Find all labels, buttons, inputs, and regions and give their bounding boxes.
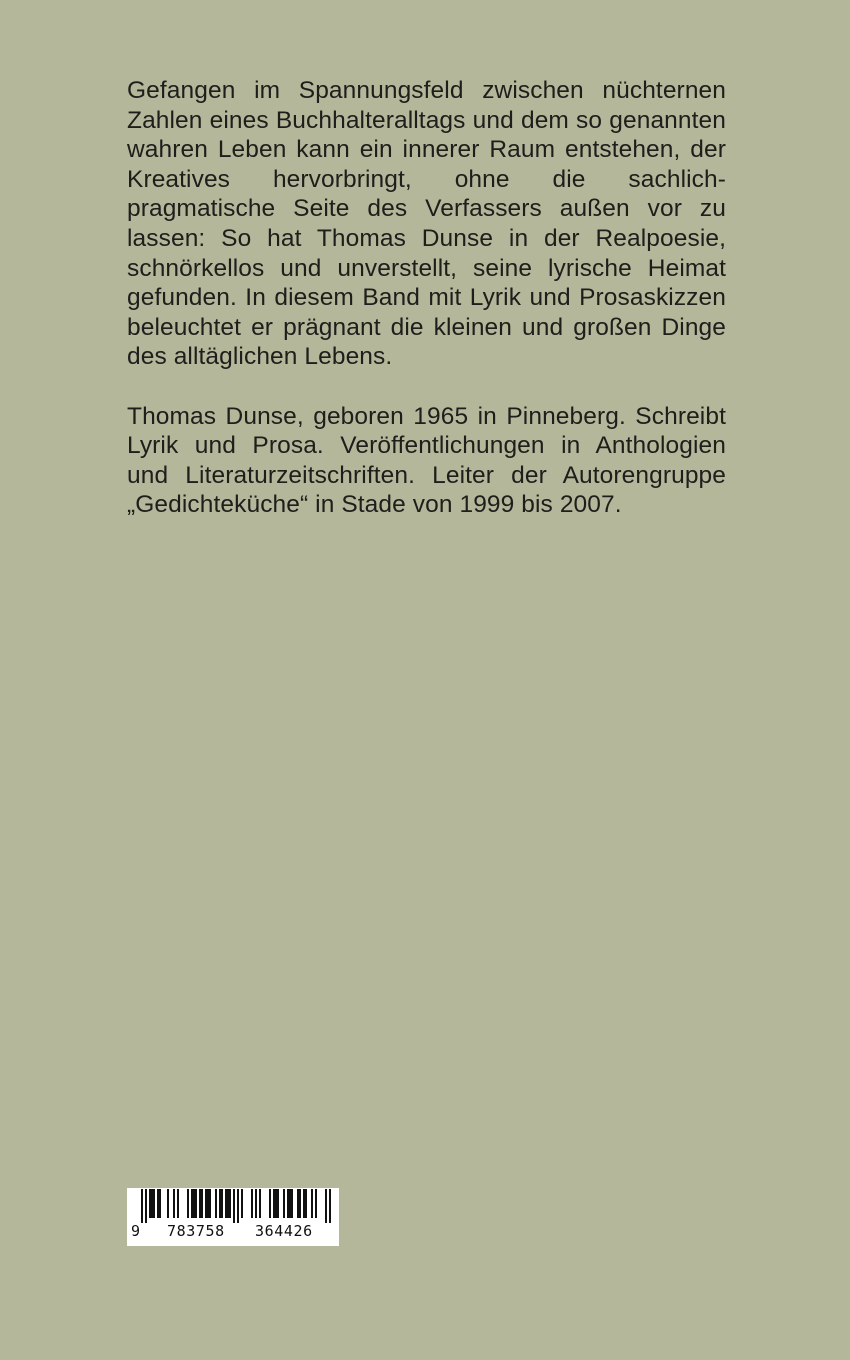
- barcode-bar: [157, 1189, 159, 1218]
- barcode-bar: [287, 1189, 289, 1218]
- barcode-bar: [167, 1189, 169, 1218]
- barcode-bar: [237, 1189, 239, 1223]
- barcode-bar: [177, 1189, 179, 1218]
- barcode-bar: [159, 1189, 161, 1218]
- barcode-bar: [269, 1189, 271, 1218]
- barcode-bar: [251, 1189, 253, 1218]
- barcode-bar: [201, 1189, 203, 1218]
- barcode-bar: [233, 1189, 235, 1223]
- barcode-bar: [199, 1189, 201, 1218]
- barcode-bar: [141, 1189, 143, 1223]
- barcode-bar: [277, 1189, 279, 1218]
- barcode-digits: [127, 1222, 339, 1242]
- barcode-bar: [173, 1189, 175, 1218]
- barcode-bar: [311, 1189, 313, 1218]
- barcode-bar: [195, 1189, 197, 1218]
- barcode-bar: [191, 1189, 193, 1218]
- barcode-first-digit: 9: [131, 1222, 141, 1240]
- barcode-bar: [227, 1189, 229, 1218]
- barcode-bar: [329, 1189, 331, 1223]
- barcode-bar: [303, 1189, 305, 1218]
- barcode-bar: [221, 1189, 223, 1218]
- barcode-bar: [215, 1189, 217, 1218]
- barcode-bar: [207, 1189, 209, 1218]
- barcode-bar: [255, 1189, 257, 1218]
- barcode-bar: [297, 1189, 299, 1218]
- barcode-bar: [209, 1189, 211, 1218]
- barcode-bar: [325, 1189, 327, 1223]
- isbn-barcode: [127, 1188, 339, 1246]
- book-description: Gefangen im Spannungsfeld zwischen nüchternen Zahlen eines Buchhalteralltags und dem so genannten wahren Leben kann ein innerer Raum entstehen, der Kreatives hervorbringt, ohne die sachlich-pragmatische Seite des Verfassers außen vor zu lassen: So hat Thomas Dunse in der Realpoesie, schnörkellos und unverstellt, seine lyrische Heimat gefunden. In diesem Band mit Lyrik und Prosaskizzen beleuchtet er prägnant die kleinen und großen Dinge des alltäglichen Lebens.: [127, 77, 726, 371]
- barcode-right-group: 364426: [255, 1222, 313, 1240]
- barcode-bar: [275, 1189, 277, 1218]
- barcode-bar: [273, 1189, 275, 1218]
- barcode-bar: [291, 1189, 293, 1218]
- barcode-left-group: 783758: [167, 1222, 225, 1240]
- barcode-bar: [289, 1189, 291, 1218]
- barcode-bar: [149, 1189, 151, 1218]
- barcode-bar: [205, 1189, 207, 1218]
- barcode-bar: [153, 1189, 155, 1218]
- barcode-bar: [145, 1189, 147, 1223]
- barcode-bar: [259, 1189, 261, 1218]
- barcode-bar: [229, 1189, 231, 1218]
- blurb-text: [127, 76, 726, 520]
- barcode-bar: [315, 1189, 317, 1218]
- barcode-bar: [305, 1189, 307, 1218]
- barcode-bar: [225, 1189, 227, 1218]
- barcode-bar: [193, 1189, 195, 1218]
- barcode-bar: [241, 1189, 243, 1218]
- barcode-bar: [283, 1189, 285, 1218]
- barcode-bar: [299, 1189, 301, 1218]
- barcode-bar: [187, 1189, 189, 1218]
- author-bio: Thomas Dunse, geboren 1965 in Pinneberg. Schreibt Lyrik und Prosa. Veröffentlichungen in Anthologien und Literaturzeitschriften. Leiter der Autorengruppe „Gedichteküche“ in Stade von 1999 bis 2007.: [127, 402, 726, 519]
- barcode-bar: [219, 1189, 221, 1218]
- barcode-bar: [151, 1189, 153, 1218]
